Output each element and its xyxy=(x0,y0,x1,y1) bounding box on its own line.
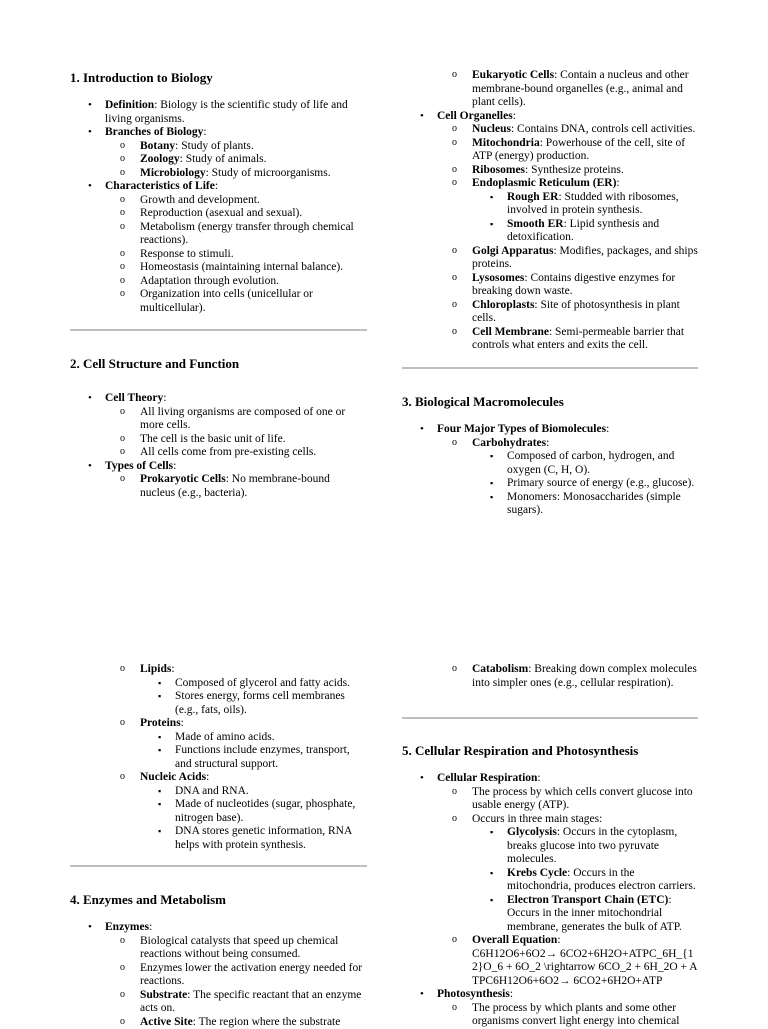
section-4-continued xyxy=(402,663,698,690)
section-4 xyxy=(70,892,367,1029)
section-title: 5. Cellular Respiration and Photosynthesis xyxy=(402,743,698,759)
list-item: o Nucleic Acids: ▪ DNA and RNA. ▪ Made of nucleotides (sugar, phosphate, nitrogen base). ▪ DNA stores genetic information, RNA helps with protein synthesis. xyxy=(140,771,367,852)
list-item: ▪ Krebs Cycle: Occurs in the mitochondria, produces electron carriers. xyxy=(507,867,698,894)
list xyxy=(402,423,698,518)
sublist xyxy=(437,437,698,518)
list-item: o Zoology: Study of animals. xyxy=(140,153,367,167)
list-item: o Organization into cells (unicellular or multicellular). xyxy=(140,288,367,315)
list-item: o Eukaryotic Cells: Contain a nucleus and other membrane-bound organelles (e.g., animal and plant cells). xyxy=(472,69,698,110)
list xyxy=(402,663,698,690)
sublist xyxy=(437,786,698,989)
sublist xyxy=(105,140,367,181)
list-item xyxy=(437,69,698,110)
section-title: 4. Enzymes and Metabolism xyxy=(70,892,367,908)
list-item: o Proteins: ▪ Made of amino acids. ▪ Functions include enzymes, transport, and structural support. xyxy=(140,717,367,771)
sublist xyxy=(140,785,367,853)
list xyxy=(70,663,367,852)
list-item: • Cell Organelles: o Nucleus: Contains DNA, controls cell activities. o Mitochondria: Powerhouse of the cell, site of ATP (energy) production. o Ribosomes: Synthesize proteins. o Endoplasmic Reticulum (ER): ▪ Rough ER: Studded with ribosomes, involved in protein synthesis. ▪ Smooth ER: Lipid synthesis and detoxification. o Golgi Apparatus: Modifies, packages, and ships proteins. o Lysosomes: Contains digestive enzymes for breaking down waste. o Chloroplasts: Site of photosynthesis in plant cells. o Cell Membrane: Semi-permeable barrier that controls what enters and exits the cell. xyxy=(437,110,698,353)
list-item: o Carbohydrates: ▪ Composed of carbon, hydrogen, and oxygen (C, H, O). ▪ Primary source of energy (e.g., glucose). ▪ Monomers: Monosaccharides (simple sugars). xyxy=(472,437,698,518)
list-item: o Endoplasmic Reticulum (ER): ▪ Rough ER: Studded with ribosomes, involved in protein synthesis. ▪ Smooth ER: Lipid synthesis and detoxification. xyxy=(472,177,698,245)
list-item: o Microbiology: Study of microorganisms. xyxy=(140,167,367,181)
list-item: o Enzymes lower the activation energy needed for reactions. xyxy=(140,962,367,989)
list-item: • Cell Theory: o All living organisms are composed of one or more cells. o The cell is the basic unit of life. o All cells come from pre-existing cells. xyxy=(105,392,367,460)
list-item: o Active Site: The region where the substrate xyxy=(140,1016,367,1029)
list-item: • Types of Cells: o Prokaryotic Cells: No membrane-bound nucleus (e.g., bacteria). xyxy=(105,460,367,501)
list-item: o All living organisms are composed of one or more cells. xyxy=(140,406,367,433)
list-item: • Cellular Respiration: o The process by which cells convert glucose into usable energy (ATP). o Occurs in three main stages: ▪ Glycolysis: Occurs in the cytoplasm, breaks glucose into two pyruvate molecules. ▪ Krebs Cycle: Occurs in the mitochondria, produces electron carriers. ▪ Electron Transport Chain (ETC): Occurs in the inner mitochondrial membrane, generates the bulk of ATP. o Overall Equation: C6H12O6+6O2→ 6CO2+6H2O+ATPC_6H_{12}O_6 + 6O_2 \rightarrow 6CO_2 + 6H_2O + ATPC6H12O6+6O2→ 6CO2+6H2O+ATP xyxy=(437,772,698,988)
section-title: 1. Introduction to Biology xyxy=(70,70,367,86)
sublist xyxy=(437,123,698,353)
list xyxy=(70,392,367,500)
list-item: • Photosynthesis: o The process by which plants and some other organisms convert light energy into chemical xyxy=(437,988,698,1029)
list-item: o Response to stimuli. xyxy=(140,248,367,262)
list-item: ▪ Functions include enzymes, transport, and structural support. xyxy=(175,744,367,771)
section-1 xyxy=(70,70,367,315)
list-item: o The process by which plants and some other organisms convert light energy into chemical xyxy=(472,1002,698,1029)
section-title: 3. Biological Macromolecules xyxy=(402,394,698,410)
list-item: o Substrate: The specific reactant that an enzyme acts on. xyxy=(140,989,367,1016)
list-item: o Nucleus: Contains DNA, controls cell activities. xyxy=(472,123,698,137)
list-item: o Biological catalysts that speed up chemical reactions without being consumed. xyxy=(140,935,367,962)
section-divider xyxy=(402,367,698,369)
list-item xyxy=(105,663,367,852)
list-item: ▪ Rough ER: Studded with ribosomes, involved in protein synthesis. xyxy=(507,191,698,218)
list-item: o Homeostasis (maintaining internal balance). xyxy=(140,261,367,275)
equation: C6H12O6+6O2→ 6CO2+6H2O+ATPC_6H_{12}O_6 + 6O_2 \rightarrow 6CO_2 + 6H_2O + ATPC6H12O6+6O2→ 6CO2+6H2O+ATP xyxy=(472,948,698,987)
sublist xyxy=(105,473,367,500)
list-item: o Ribosomes: Synthesize proteins. xyxy=(472,164,698,178)
list-item: ▪ Composed of carbon, hydrogen, and oxygen (C, H, O). xyxy=(507,450,698,477)
sublist xyxy=(437,663,698,690)
list-item: ▪ Glycolysis: Occurs in the cytoplasm, breaks glucose into two pyruvate molecules. xyxy=(507,826,698,867)
list-item: o Overall Equation: C6H12O6+6O2→ 6CO2+6H2O+ATPC_6H_{12}O_6 + 6O_2 \rightarrow 6CO_2 + 6H_2O + ATPC6H12O6+6O2→ 6CO2+6H2O+ATP xyxy=(472,934,698,988)
sublist xyxy=(472,450,698,518)
list-item xyxy=(437,663,698,690)
list-item: o Metabolism (energy transfer through chemical reactions). xyxy=(140,221,367,248)
list-item: • Branches of Biology: o Botany: Study of plants. o Zoology: Study of animals. o Microbiology: Study of microorganisms. xyxy=(105,126,367,180)
list-item: o Occurs in three main stages: ▪ Glycolysis: Occurs in the cytoplasm, breaks glucose into two pyruvate molecules. ▪ Krebs Cycle: Occurs in the mitochondria, produces electron carriers. ▪ Electron Transport Chain (ETC): Occurs in the inner mitochondrial membrane, generates the bulk of ATP. xyxy=(472,813,698,935)
list xyxy=(70,99,367,315)
list-item: • Definition: Biology is the scientific study of life and living organisms. xyxy=(105,99,367,126)
list-item: ▪ Monomers: Monosaccharides (simple sugars). xyxy=(507,491,698,518)
sublist xyxy=(472,826,698,934)
sublist xyxy=(437,1002,698,1029)
section-2-continued xyxy=(402,69,698,353)
section-3 xyxy=(402,394,698,518)
list-item: • Enzymes: o Biological catalysts that speed up chemical reactions without being consumed. o Enzymes lower the activation energy needed for reactions. o Substrate: The specific reactant that an enzyme acts on. o Active Site: The region where the substrate xyxy=(105,921,367,1029)
sublist xyxy=(140,677,367,718)
list-item: o Botany: Study of plants. xyxy=(140,140,367,154)
list-item: o Growth and development. xyxy=(140,194,367,208)
list-item: o Catabolism: Breaking down complex molecules into simpler ones (e.g., cellular respiration). xyxy=(472,663,698,690)
list-item: ▪ DNA and RNA. xyxy=(175,785,367,799)
section-divider xyxy=(402,717,698,719)
list-item: ▪ DNA stores genetic information, RNA helps with protein synthesis. xyxy=(175,825,367,852)
list-item: o The cell is the basic unit of life. xyxy=(140,433,367,447)
sublist xyxy=(437,69,698,110)
list-item: • Characteristics of Life: o Growth and development. o Reproduction (asexual and sexual). o Metabolism (energy transfer through chemical reactions). o Response to stimuli. o Homeostasis (maintaining internal balance). o Adaptation through evolution. o Organization into cells (unicellular or multicellular). xyxy=(105,180,367,315)
list xyxy=(402,772,698,1029)
sublist xyxy=(472,191,698,245)
section-divider xyxy=(70,329,367,331)
sublist xyxy=(105,194,367,316)
list xyxy=(70,921,367,1029)
list-item: • Four Major Types of Biomolecules: o Carbohydrates: ▪ Composed of carbon, hydrogen, and oxygen (C, H, O). ▪ Primary source of energy (e.g., glucose). ▪ Monomers: Monosaccharides (simple sugars). xyxy=(437,423,698,518)
list-item: o Prokaryotic Cells: No membrane-bound nucleus (e.g., bacteria). xyxy=(140,473,367,500)
list-item: o Golgi Apparatus: Modifies, packages, and ships proteins. xyxy=(472,245,698,272)
list-item: ▪ Stores energy, forms cell membranes (e.g., fats, oils). xyxy=(175,690,367,717)
list-item: ▪ Composed of glycerol and fatty acids. xyxy=(175,677,367,691)
list-item: o Reproduction (asexual and sexual). xyxy=(140,207,367,221)
list xyxy=(402,69,698,353)
sublist xyxy=(105,663,367,852)
sublist xyxy=(140,731,367,772)
list-item: ▪ Primary source of energy (e.g., glucose). xyxy=(507,477,698,491)
list-item: o All cells come from pre-existing cells. xyxy=(140,446,367,460)
section-divider xyxy=(70,865,367,867)
list-item: o Lysosomes: Contains digestive enzymes for breaking down waste. xyxy=(472,272,698,299)
section-5 xyxy=(402,743,698,1029)
section-title: 2. Cell Structure and Function xyxy=(70,356,367,372)
list-item: o Adaptation through evolution. xyxy=(140,275,367,289)
list-item: o Lipids: ▪ Composed of glycerol and fatty acids. ▪ Stores energy, forms cell membranes (e.g., fats, oils). xyxy=(140,663,367,717)
sublist xyxy=(105,935,367,1029)
list-item: o The process by which cells convert glucose into usable energy (ATP). xyxy=(472,786,698,813)
list-item: o Mitochondria: Powerhouse of the cell, site of ATP (energy) production. xyxy=(472,137,698,164)
list-item: o Cell Membrane: Semi-permeable barrier that controls what enters and exits the cell. xyxy=(472,326,698,353)
list-item: o Chloroplasts: Site of photosynthesis in plant cells. xyxy=(472,299,698,326)
section-3-continued xyxy=(70,663,367,852)
section-2 xyxy=(70,356,367,500)
list-item: ▪ Made of amino acids. xyxy=(175,731,367,745)
list-item: ▪ Electron Transport Chain (ETC): Occurs in the inner mitochondrial membrane, generates the bulk of ATP. xyxy=(507,894,698,935)
list-item: ▪ Made of nucleotides (sugar, phosphate, nitrogen base). xyxy=(175,798,367,825)
sublist xyxy=(105,406,367,460)
list-item: ▪ Smooth ER: Lipid synthesis and detoxification. xyxy=(507,218,698,245)
